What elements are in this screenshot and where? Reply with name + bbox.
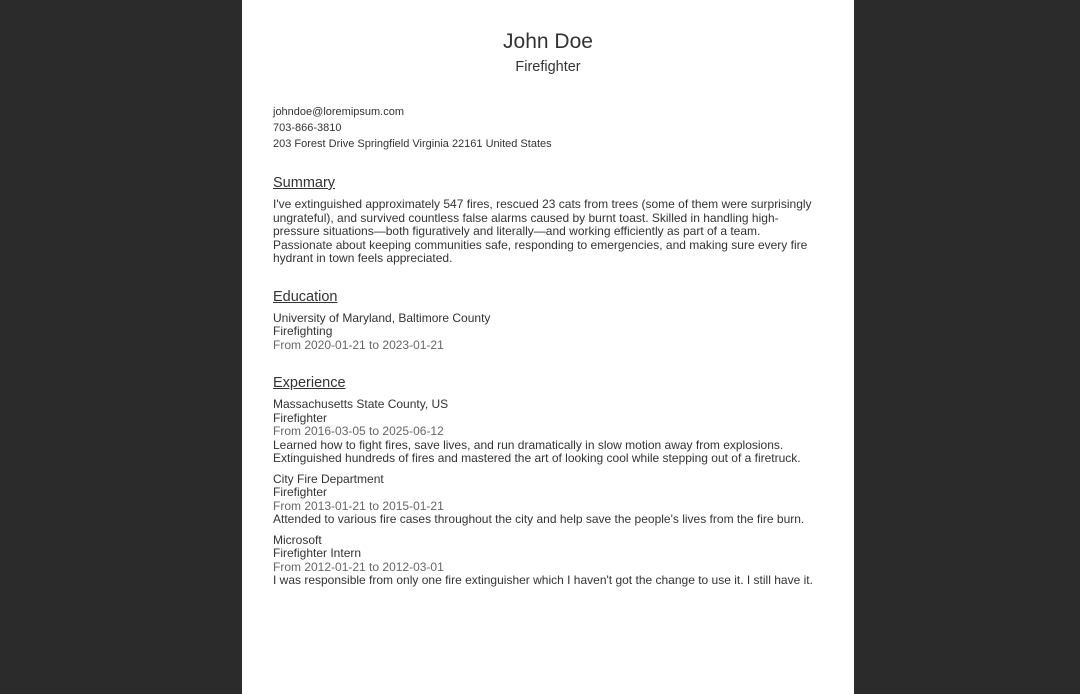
experience-role: Firefighter <box>273 410 328 425</box>
experience-entry <box>273 473 823 527</box>
candidate-name: John Doe <box>503 30 593 53</box>
education-school: University of Maryland, Baltimore County <box>273 310 491 325</box>
resume-header <box>273 30 823 76</box>
experience-entry <box>273 398 823 466</box>
summary-heading: Summary <box>273 175 336 191</box>
summary-section <box>273 174 823 266</box>
education-field: Firefighting <box>273 324 333 338</box>
contact-address: 203 Forest Drive Springfield Virginia 22161 United States <box>273 138 552 150</box>
experience-dates: From 2016-03-05 to 2025-06-12 <box>273 424 444 438</box>
contact-info <box>273 104 823 152</box>
contact-phone: 703-866-3810 <box>273 122 342 134</box>
experience-company: Massachusetts State County, US <box>273 397 449 411</box>
resume-page <box>242 0 854 694</box>
experience-dates: From 2013-01-21 to 2015-01-21 <box>273 498 444 513</box>
experience-description: Attended to various fire cases throughout the city and help save the people's lives from the fire burn. <box>273 512 805 526</box>
summary-text: I've extinguished approximately 547 fires, rescued 23 cats from trees (some of them were surprisingly ungrateful), and survived countless false alarms caused by burnt toast. Skilled in handling high-pressure situations—both figuratively and literally—and working efficiently as part of a team. Passionate about keeping communities safe, responding to emergencies, and making sure every fire hydrant in town feels appreciated. <box>273 197 812 265</box>
experience-company: Microsoft <box>273 532 322 547</box>
education-entry <box>273 312 823 353</box>
contact-email: johndoe@loremipsum.com <box>273 106 405 118</box>
experience-dates: From 2012-01-21 to 2012-03-01 <box>273 559 444 574</box>
education-section <box>273 288 823 353</box>
experience-heading: Experience <box>273 375 346 391</box>
experience-description: I was responsible from only one fire extinguisher which I haven't got the change to use it. I still have it. <box>273 573 813 587</box>
education-dates: From 2020-01-21 to 2023-01-21 <box>273 337 444 352</box>
experience-description: Learned how to fight fires, save lives, and run dramatically in slow motion away from explosions. Extinguished hundreds of fires and mastered the art of looking cool while stepping out of a firetruck. <box>273 437 801 465</box>
experience-company: City Fire Department <box>273 471 384 486</box>
experience-section <box>273 374 823 588</box>
candidate-title: Firefighter <box>515 59 581 75</box>
experience-role: Firefighter Intern <box>273 546 362 560</box>
experience-role: Firefighter <box>273 485 328 499</box>
experience-entry <box>273 534 823 588</box>
education-heading: Education <box>273 288 338 305</box>
